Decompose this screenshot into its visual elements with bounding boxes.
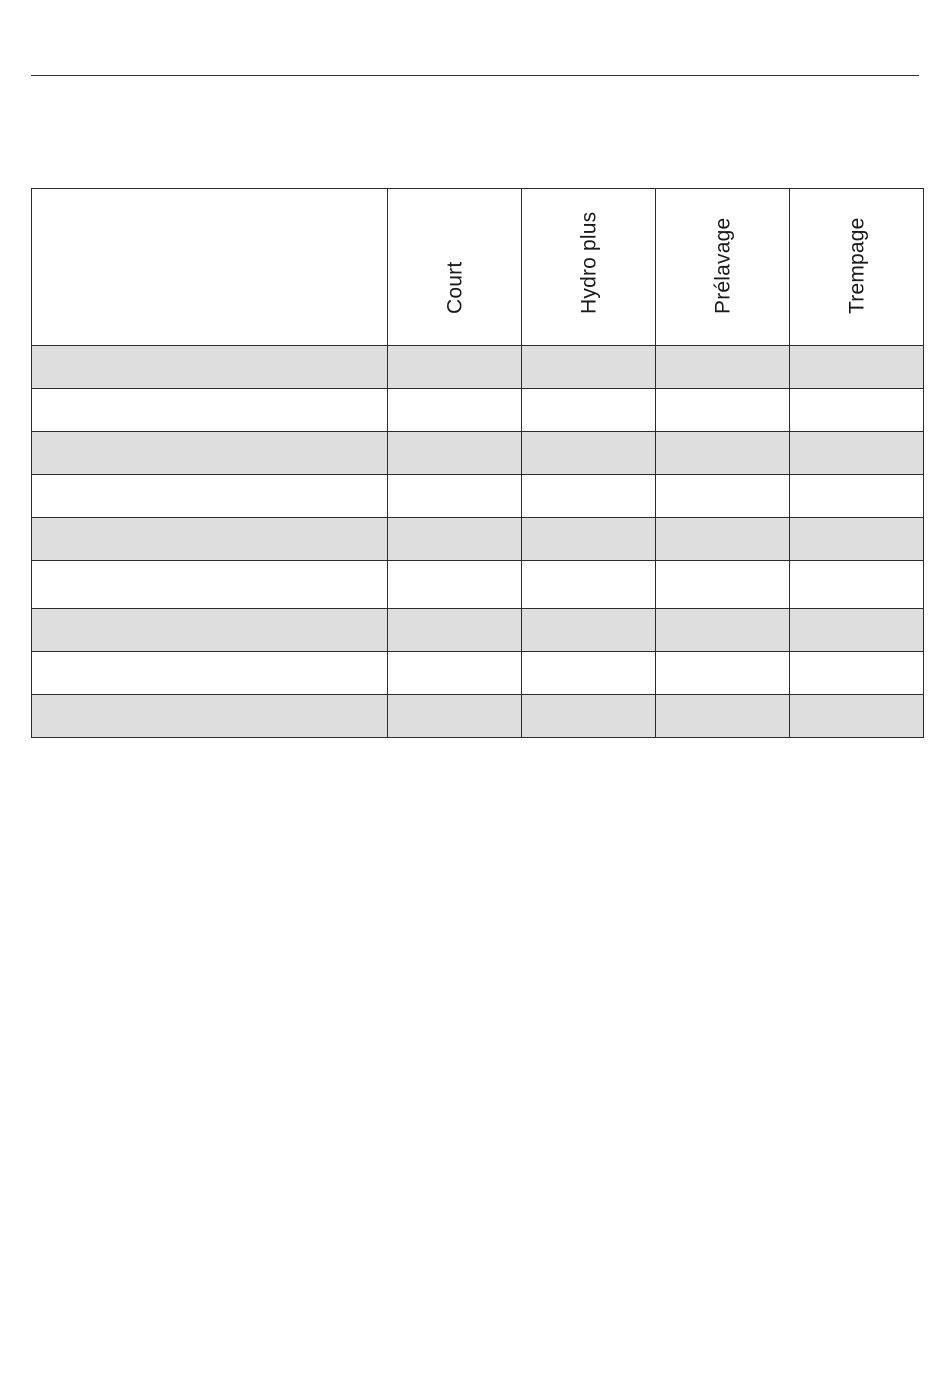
table-cell <box>522 518 656 561</box>
table-cell <box>388 346 522 389</box>
row-label <box>32 609 388 652</box>
row-label <box>32 561 388 609</box>
table-cell <box>790 475 924 518</box>
header-trempage <box>790 189 924 346</box>
table-cell <box>388 561 522 609</box>
table-cell <box>656 389 790 432</box>
table-cell <box>388 652 522 695</box>
table-cell <box>522 432 656 475</box>
header-court <box>388 189 522 346</box>
table-cell <box>522 389 656 432</box>
table-row <box>32 389 924 432</box>
top-rule <box>31 75 919 76</box>
row-label <box>32 346 388 389</box>
table-cell <box>522 561 656 609</box>
table-row <box>32 652 924 695</box>
table-cell <box>790 432 924 475</box>
table-cell <box>522 346 656 389</box>
table-cell <box>388 389 522 432</box>
table-cell <box>522 609 656 652</box>
table-cell <box>388 609 522 652</box>
header-court-text: Court <box>443 261 466 314</box>
table-row <box>32 432 924 475</box>
table-row <box>32 609 924 652</box>
table-cell <box>790 695 924 738</box>
row-label <box>32 432 388 475</box>
row-label <box>32 389 388 432</box>
table-cell <box>790 609 924 652</box>
row-label <box>32 518 388 561</box>
table-cell <box>656 561 790 609</box>
table-cell <box>790 652 924 695</box>
table-cell <box>790 518 924 561</box>
table-cell <box>656 475 790 518</box>
header-prelavage-text: Prélavage <box>711 217 734 314</box>
table-row <box>32 518 924 561</box>
row-label <box>32 695 388 738</box>
table-row <box>32 695 924 738</box>
row-label <box>32 475 388 518</box>
table-cell <box>656 346 790 389</box>
header-prelavage <box>656 189 790 346</box>
table-cell <box>656 432 790 475</box>
table-cell <box>388 432 522 475</box>
table-cell <box>656 652 790 695</box>
table-cell <box>790 389 924 432</box>
header-hydro-plus <box>522 189 656 346</box>
table-cell <box>656 609 790 652</box>
table-cell <box>522 695 656 738</box>
table-row <box>32 475 924 518</box>
header-hydro-plus-text: Hydro plus <box>577 211 600 314</box>
table-cell <box>790 561 924 609</box>
table-cell <box>790 346 924 389</box>
table-cell <box>388 518 522 561</box>
table-header-row <box>32 189 924 346</box>
table-row <box>32 561 924 609</box>
table-cell <box>522 475 656 518</box>
table-cell <box>656 518 790 561</box>
row-label <box>32 652 388 695</box>
header-trempage-text: Trempage <box>845 217 868 314</box>
table-cell <box>522 652 656 695</box>
header-label-cell <box>32 189 388 346</box>
table-row <box>32 346 924 389</box>
table-cell <box>388 695 522 738</box>
options-table <box>31 188 924 738</box>
table-cell <box>388 475 522 518</box>
table-cell <box>656 695 790 738</box>
